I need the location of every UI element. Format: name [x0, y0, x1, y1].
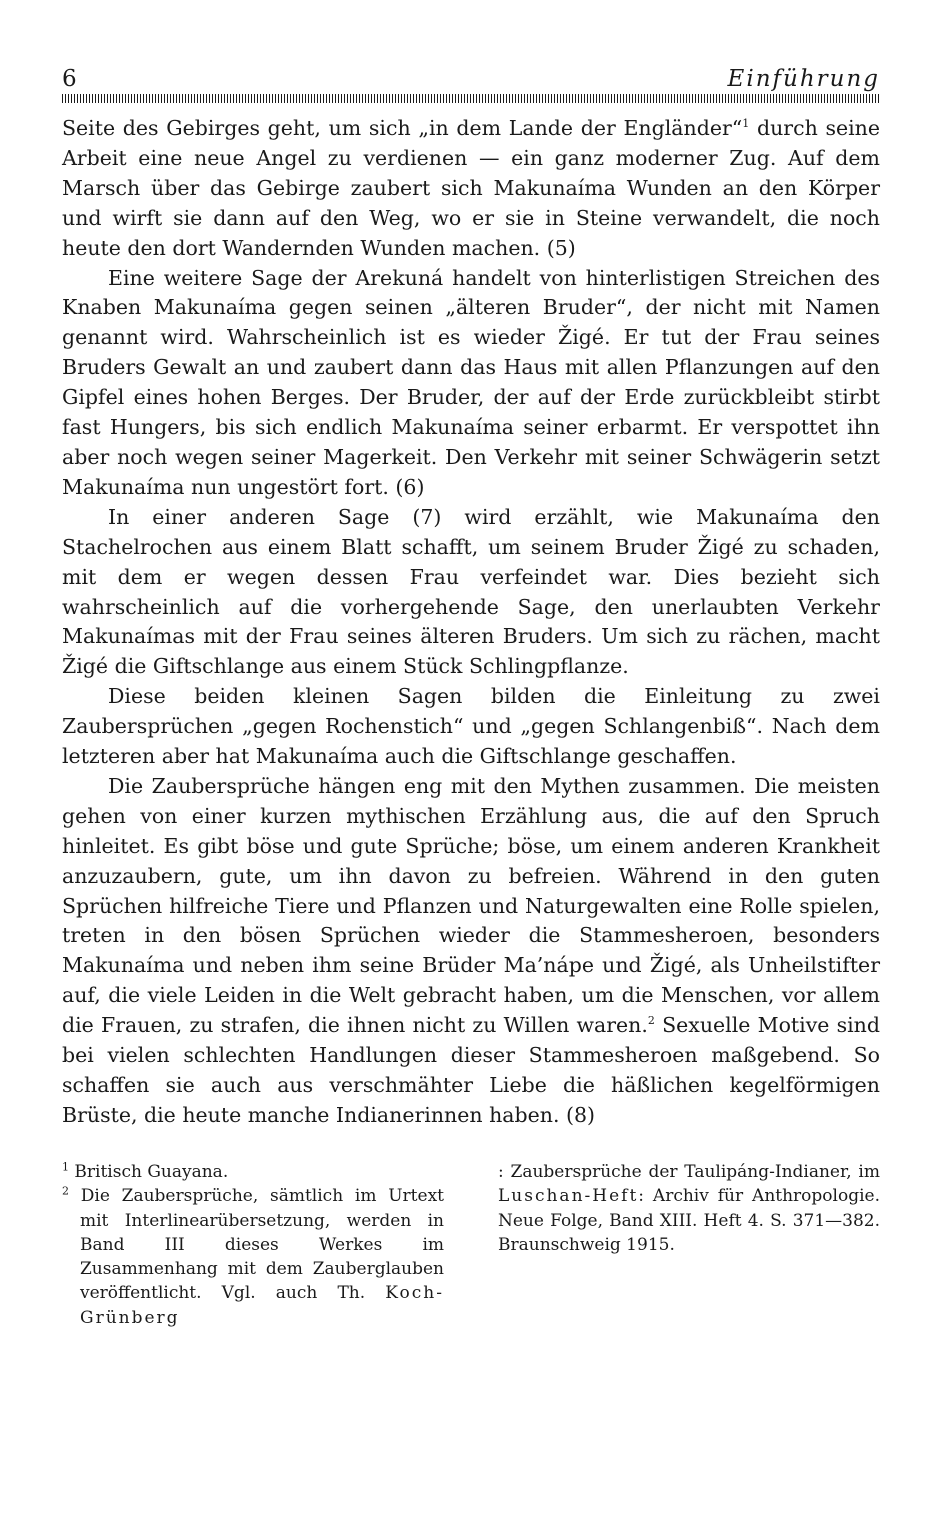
running-title: Einführung: [727, 66, 880, 92]
paragraph-5: Die Zaubersprüche hängen eng mit den Mythen zusammen. Die meisten gehen von einer kurzen mythischen Erzählung aus, die auf den Spruch hinleitet. Es gibt böse und gute Sprüche; böse, um einem anderen Krankheit anzuzaubern, gute, um ihn davon zu befreien. Während in den guten Sprüchen hilfreiche Tiere und Pflanzen und Naturgewalten eine Rolle spielen, treten in den bösen Sprüchen wieder die Stammesheroen, besonders Makunaíma und neben ihm seine Brüder Ma’nápe und Žigé, als Unheilstifter auf, die viele Leiden in die Welt gebracht haben, um die Menschen, vor allem die Frauen, zu strafen, die ihnen nicht zu Willen waren.$^2$ Sexuelle Motive sind bei vielen schlechten Handlungen dieser Stammesheroen maßgebend. So schaffen sie auch aus verschmähter Liebe die häßlichen kegelförmigen Brüste, die heute manche Indianerinnen haben. (8): [62, 773, 881, 1127]
heft-name: Luschan-Heft: [498, 1186, 639, 1207]
footnote-2: $^2$ Die Zaubersprüche, sämtlich im Urtext mit Interlinearübersetzung, werden in Band III dieses Werkes im Zusammenhang mit dem Zauberglauben veröffentlicht. Vgl. auch Th. Koch-Grünberg: [62, 1184, 444, 1328]
footnotes-left-column: [62, 1160, 444, 1330]
header-rule: [62, 94, 880, 103]
paragraph-3: In einer anderen Sage (7) wird erzählt, wie Makunaíma den Stachelrochen aus einem Blatt schafft, um seinem Bruder Žigé zu schaden, mit dem er wegen dessen Frau verfeindet war. Dies bezieht sich wahrscheinlich auf die vorhergehende Sage, den unerlaubten Verkehr Makunaímas mit der Frau seines älteren Bruders. Um sich zu rächen, macht Žigé die Giftschlange aus einem Stück Schlingpflanze.: [62, 504, 880, 679]
page-header: [62, 64, 880, 94]
footnote-2-continued: : Zaubersprüche der Taulipáng-Indianer, im Luschan-Heft: Archiv für Anthropologie. Neue Folge, Band XIII. Heft 4. S. 371—382. Braunschweig 1915.: [498, 1162, 880, 1255]
footnotes-right-column: [498, 1160, 880, 1330]
footnote-ref-1: 1: [742, 117, 750, 131]
footnote-1: $^1$ Britisch Guayana.: [62, 1160, 229, 1182]
paragraph-1: Seite des Gebirges geht, um sich „in dem Lande der Engländer“$^1$ durch seine Arbeit eine neue Angel zu verdienen — ein ganz moderner Zug. Auf dem Marsch über das Gebirge zaubert sich Makunaíma Wunden an den Körper und wirft sie dann auf den Weg, wo er sie in Steine verwandelt, die noch heute den dort Wandernden Wunden machen. (5): [62, 116, 880, 260]
page-number: 6: [62, 66, 77, 92]
paragraph-2: Eine weitere Sage der Arekuná handelt von hinterlistigen Streichen des Knaben Makunaíma gegen seinen „älteren Bruder“, der nicht mit Namen genannt wird. Wahrscheinlich ist es wieder Žigé. Er tut der Frau seines Bruders Gewalt an und zaubert dann das Haus mit allen Pflanzungen auf den Gipfel eines hohen Berges. Der Bruder, der auf der Erde zurückbleibt stirbt fast Hungers, bis sich endlich Makunaíma seiner erbarmt. Er verspottet ihn aber noch wegen seiner Magerkeit. Den Verkehr mit seiner Schwägerin setzt Makunaíma nun ungestört fort. (6): [62, 265, 880, 499]
author-name: Koch-Grünberg: [80, 1283, 444, 1328]
footnote-ref-2: 2: [647, 1014, 655, 1028]
paragraph-4: Diese beiden kleinen Sagen bilden die Einleitung zu zwei Zaubersprüchen „gegen Rochenstich“ und „gegen Schlangenbiß“. Nach dem letzteren aber hat Makunaíma auch die Giftschlange geschaffen.: [62, 684, 880, 769]
body-text: [62, 114, 880, 1131]
footnotes: [62, 1160, 880, 1330]
